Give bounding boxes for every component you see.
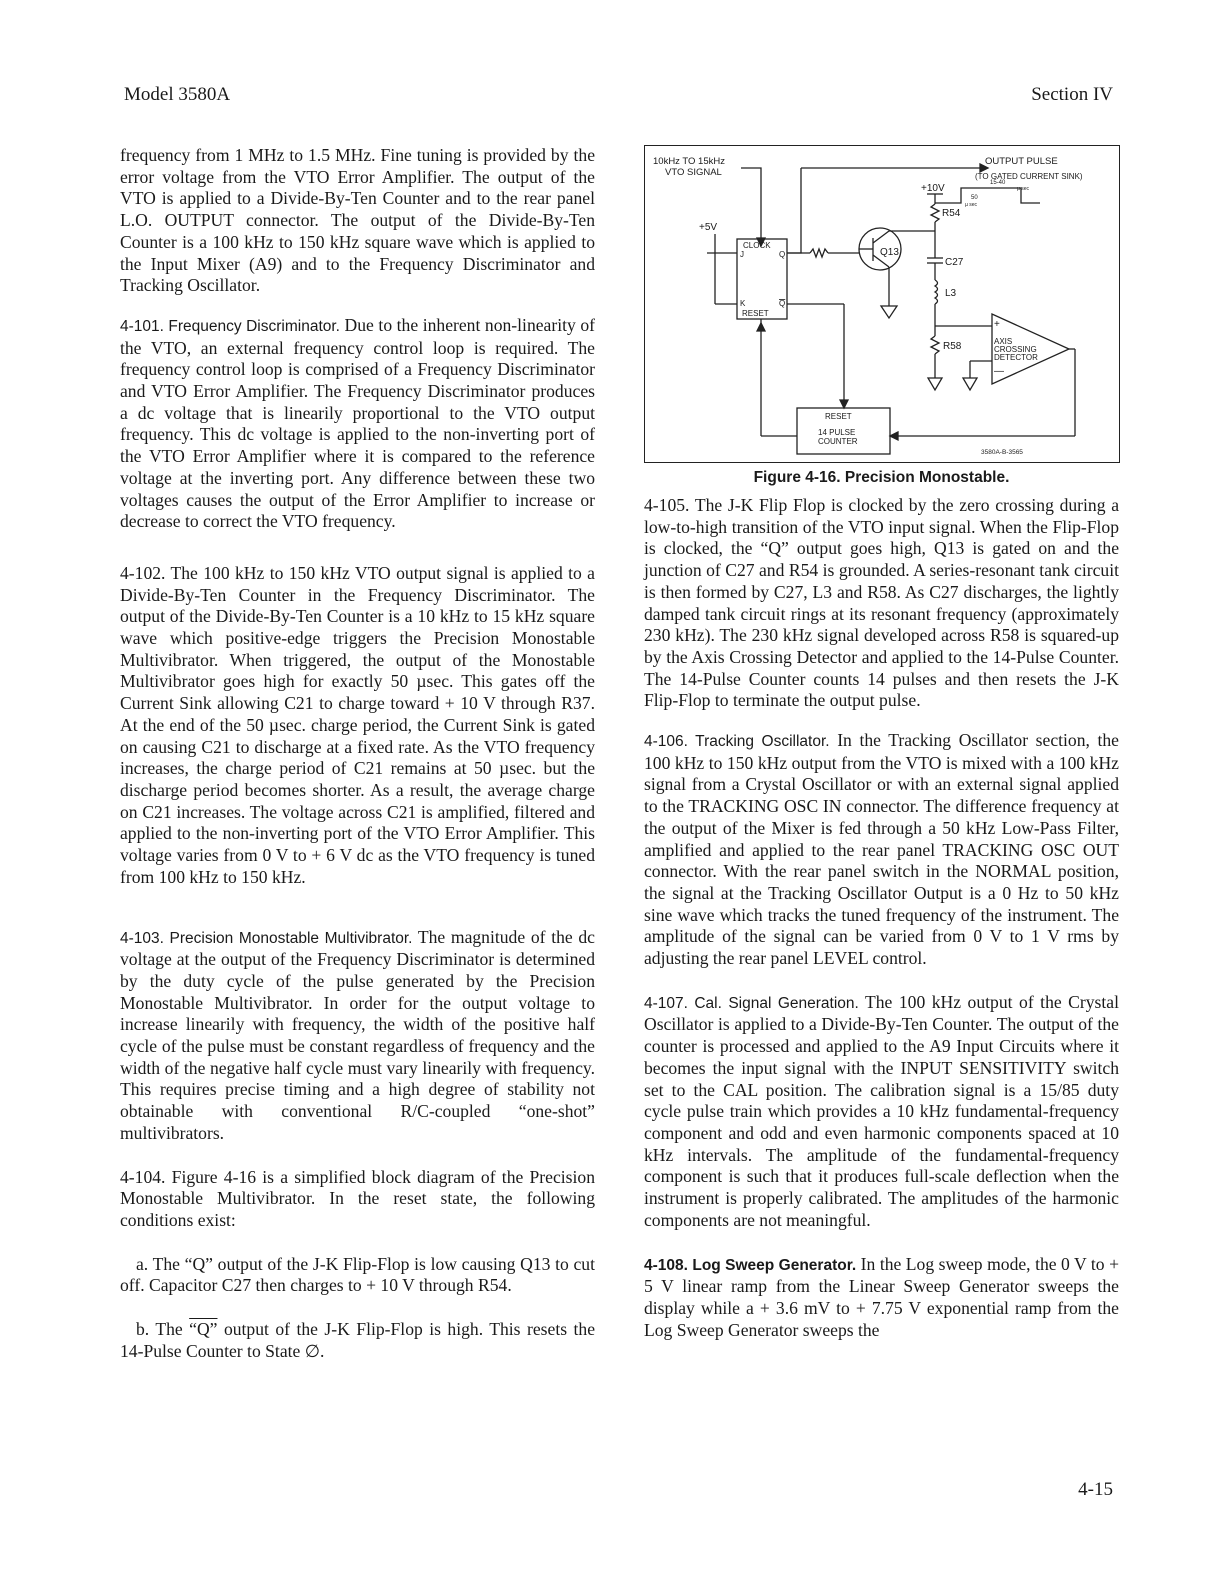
list-item-b-text: output of the J-K Flip-Flop is high. This resets the 14-Pulse Counter to State ∅. — [120, 1319, 596, 1361]
label-c27: C27 — [945, 257, 964, 268]
label-detector: DETECTOR — [994, 353, 1038, 362]
label-pulse-unit: µ sec — [1017, 186, 1030, 192]
label-vto-signal: VTO SIGNAL — [665, 167, 722, 178]
paragraph-4-106 — [644, 730, 1119, 970]
label-crossing: CROSSING — [994, 345, 1037, 354]
heading-frequency-discriminator: 4-101. Frequency Discriminator. — [120, 317, 340, 335]
paragraph-vto-continued: frequency from 1 MHz to 1.5 MHz. Fine tuning is provided by the error voltage from the VTO Error Amplifier. The output of the VTO is applied to a Divide-By-Ten Counter and to the rear panel L.O. OUTPUT connector. The output of the Divide-By-Ten Counter is a 100 kHz to 150 kHz square wave which is applied to the Input Mixer (A9) and to the Frequency Discriminator and Tracking Oscillator. — [120, 145, 595, 296]
heading-precision-monostable: 4-103. Precision Monostable Multivibrator. — [120, 929, 413, 947]
paragraph-4-103 — [120, 927, 595, 1145]
header-section: Section IV — [1031, 84, 1113, 105]
label-q-bar: Q — [779, 299, 786, 308]
label-q13: Q13 — [880, 247, 899, 258]
paragraph-4-102: 4-102. The 100 kHz to 150 kHz VTO output signal is applied to a Divide-By-Ten Counter in the Frequency Discriminator. The output of the Divide-By-Ten Counter is a 10 kHz to 15 kHz square wave which positive-edge triggers the Precision Monostable Multivibrator. When triggered, the output of the Monostable Multivibrator goes high for exactly 50 µsec. This gates off the Current Sink allowing C21 to charge toward + 10 V through R37. At the end of the 50 µsec. charge period, the Current Sink is gated on causing C21 to discharge at a fixed rate. As the VTO frequency increases, the charge period of C21 remains at 50 µsec. but the discharge period becomes shorter. As a result, the average charge on C21 increases. The voltage across C21 is amplified, filtered and applied to the non-inverting port of the VTO Error Amplifier. This voltage varies from 0 V to + 6 V dc as the VTO frequency is tuned from 100 kHz to 150 kHz. — [120, 562, 595, 887]
header-model: Model 3580A — [124, 84, 231, 105]
list-item-b-prefix: b. The — [136, 1319, 190, 1340]
label-q: Q — [779, 250, 786, 259]
left-column — [120, 145, 595, 1380]
label-l3: L3 — [945, 288, 957, 299]
label-r58: R58 — [943, 341, 962, 352]
heading-cal-signal-generation: 4-107. Cal. Signal Generation. — [644, 994, 859, 1012]
label-plus-input: + — [994, 319, 1000, 330]
label-input-frequency: 10kHz TO 15kHz — [653, 156, 725, 167]
list-item-a: a. The “Q” output of the J-K Flip-Flop is low causing Q13 to cut off. Capacitor C27 then charges to + 10 V through R54. — [120, 1253, 595, 1296]
paragraph-4-107-text: The 100 kHz output of the Crystal Oscillator is applied to a Divide-By-Ten Counter. The output of the counter is processed and applied to the A9 Input Circuits where it becomes the input signal with the INPUT SENSITIVITY switch set to the CAL position. The calibration signal is a 15/85 duty cycle pulse train which provides a 10 kHz fundamental-frequency component and odd and even harmonic components spaced at 10 kHz intervals. The amplitude of the fundamental-frequency component is such that it produces full-scale deflection when the instrument is properly calibrated. The amplitudes of the harmonic components are not meaningful. — [644, 991, 1119, 1230]
heading-log-sweep-generator: 4-108. Log Sweep Generator. — [644, 1256, 857, 1274]
figure-caption: Figure 4-16. Precision Monostable. — [753, 469, 1010, 486]
paragraph-4-106-text: In the Tracking Oscillator section, the 100 kHz to 150 kHz output from the VTO is mixed with a 100 kHz signal from a Crystal Oscillator or with an external signal applied to the TRACKING OSC IN connector. The difference frequency at the output of the Mixer is fed through a 50 kHz Low-Pass Filter, amplified and applied to the rear panel TRACKING OSC OUT connector. With the rear panel switch in the NORMAL position, the signal at the Tracking Oscillator Output is a 0 Hz to 50 kHz sine wave which tracks the tuned frequency of the instrument. The amplitude of the signal can be varied from 0 V to 1 V rms by adjusting the rear panel LEVEL control. — [644, 730, 1119, 969]
label-k: K — [740, 299, 746, 308]
label-part-number: 3580A-B-3565 — [981, 449, 1023, 456]
label-j: J — [740, 250, 744, 259]
page-number: 4-15 — [1078, 1479, 1113, 1500]
heading-tracking-oscillator: 4-106. Tracking Oscillator. — [644, 733, 830, 751]
label-axis: AXIS — [994, 337, 1013, 346]
label-pulse-50: 50 — [971, 195, 978, 201]
list-item-b — [120, 1319, 595, 1362]
label-clock: CLOCK — [743, 241, 771, 250]
label-plus-10v: +10V — [921, 183, 945, 194]
figure-4-16-diagram — [644, 145, 1120, 463]
label-minus-input: — — [994, 366, 1004, 377]
right-column — [644, 145, 1119, 1359]
q-bar-label: “Q” — [189, 1319, 218, 1340]
label-reset-counter: RESET — [825, 412, 852, 421]
label-r54: R54 — [942, 208, 961, 219]
label-14-pulse: 14 PULSE — [818, 428, 856, 437]
paragraph-4-108-text: In the Log sweep mode, the 0 V to + 5 V linear ramp from the Linear Sweep Generator sweeps the display while a + 3.6 mV to + 7.75 V exponential ramp from the Log Sweep Generator sweeps the — [644, 1253, 1119, 1340]
paragraph-4-101-text: Due to the inherent non-linearity of the VTO, an external frequency control loop is required. The frequency control loop is comprised of a Frequency Discriminator and VTO Error Amplifier. The Frequency Discriminator produces a dc voltage that is linearily proportional to the VTO output frequency. This dc voltage is applied to the non-inverting port of the VTO Error Amplifier where it is compared to the reference voltage at the inverting port. Any difference between these two voltages causes the output of the Error Amplifier to increase or decrease to correct the VTO frequency. — [120, 314, 596, 532]
label-gated-current-sink: (TO GATED CURRENT SINK) — [975, 172, 1083, 181]
paragraph-4-103-text: The magnitude of the dc voltage at the output of the Frequency Discriminator is determined by the duty cycle of the pulse generated by the Precision Monostable Multivibrator. In order for the output voltage to increase linearily with frequency, the width of the positive half cycle of the pulse must be constant regardless of frequency and the width of the negative half cycle must vary linearily with frequency. This requires precise timing and a high degree of stability not obtainable with conventional R/C-coupled “one-shot” multivibrators. — [120, 926, 595, 1143]
label-reset-ff: RESET — [742, 309, 769, 318]
label-plus-5v: +5V — [699, 222, 718, 233]
label-pulse-50-unit: µ sec — [965, 202, 978, 208]
label-counter: COUNTER — [818, 437, 858, 446]
label-output-pulse: OUTPUT PULSE — [985, 156, 1058, 167]
schematic-diagram — [645, 146, 1118, 461]
label-pulse-width: 15-40 — [990, 180, 1006, 186]
paragraph-4-101 — [120, 315, 595, 533]
paragraph-4-108 — [644, 1254, 1119, 1342]
paragraph-4-104: 4-104. Figure 4-16 is a simplified block diagram of the Precision Monostable Multivibrator. In the reset state, the following conditions exist: — [120, 1166, 595, 1230]
paragraph-4-105: 4-105. The J-K Flip Flop is clocked by the zero crossing during a low-to-high transition of the VTO input signal. When the Flip-Flop is clocked, the “Q” output goes high, Q13 is gated on and the junction of C27 and R54 is grounded. A series-resonant tank circuit is then formed by C27, L3 and R58. As C27 discharges, the lightly damped tank circuit rings at its resonant frequency (approximately 230 kHz). The 230 kHz signal developed across R58 is squared-up by the Axis Crossing Detector and applied to the 14-Pulse Counter. The 14-Pulse Counter counts 14 pulses and then resets the J-K Flip-Flop to terminate the output pulse. — [644, 495, 1119, 711]
paragraph-4-107 — [644, 992, 1119, 1232]
